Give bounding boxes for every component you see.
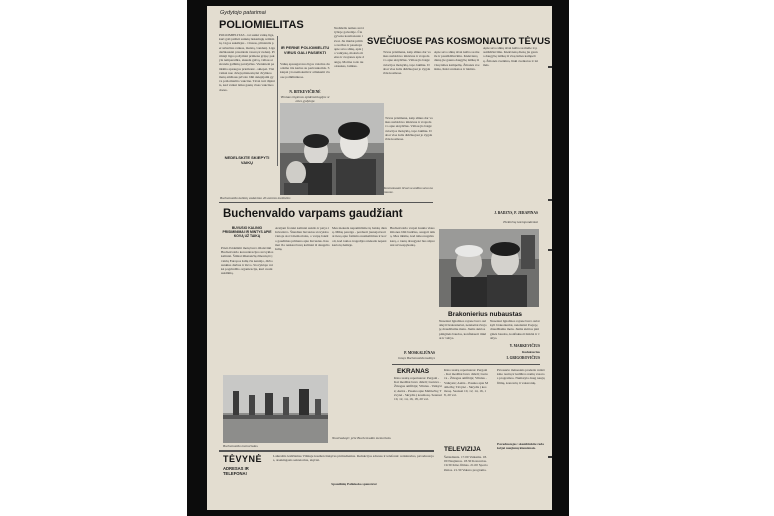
- buchenwald-subhead: BUVUSIO KALINIO PRISIMINIMAI IR MINTYS APIE KOVĄ UŽ TAIKĄ: [222, 226, 272, 238]
- ekranas-text-b: Kino teatrų repertuaras: Pergalė - Kai medžiai buvo dideli; Lietuva - Žmogus amfibija; Vilnius - Vaikystė; Aušra - Pasaka apie Maltiečių; Tėvynė - Skrydis į kosmosą. Seansai 10, 12, 14, 16, 18, 20 val.: [444, 368, 488, 398]
- buchenwald-col2: Artėjant frontui kaliniai sukilo ir patys išsivadavo. Šiandien buvusios stovyklos vietoje stovi memorialas, o varpų bokšto gaudimas primena apie žuvusius. Kasmet čia renkasi buvę kaliniai iš daugelio šalių.: [275, 226, 330, 252]
- ekranas-text: Kino teatrų repertuaras: Pergalė - Kai medžiai buvo dideli; Lietuva - Žmogus amfibija; Vilnius - Vaikystė; Aušra - Pasaka apie Maltiečių; Tėvynė - Skrydis į kosmosą. Seansai 10, 12, 14, 16, 18, 20 val.: [394, 376, 442, 402]
- section-rule: [219, 202, 433, 203]
- margin-tick: [548, 249, 552, 251]
- footer-masthead: TĖVYNĖ: [223, 454, 263, 464]
- left-kicker: Gydytojo patarimai: [220, 10, 266, 16]
- main-story-col3: Apie savo sūnų tėvai kalba su meile ir pasididžiavimu. Kiekvieną dieną jie gauna daugybę laiškų iš visų šalies kampelių. Žmonės sveikina, linki sveikatos ir laimės.: [434, 50, 480, 71]
- brakonieriai-text: Neseniai Ignalinos rajone buvo sulaikyti brakonieriai, neteisėtai žvejoję draudžiamu metu. Jiems skirtos piniginės baudos, konfiskuoti tinklai ir valtys.: [439, 319, 487, 340]
- main-story-photo-caption: Kosmonauto tėvai su anūku savo namuose.: [384, 186, 433, 195]
- editor-name: I. GRIGOROVIČIUS: [506, 356, 540, 360]
- main-story-signature: J. BADZYS, P. JERAPINAS: [494, 211, 538, 215]
- buchenwald-signature-role: buvęs Buchenvaldo kalinys: [398, 356, 435, 360]
- buchenwald-signature: P. MOSKALIŪNAS: [404, 351, 435, 355]
- margin-tick: [548, 199, 552, 201]
- tv-text: Šeštadienis. 17.00 Vaikams. 18.00 Naujienos. 18.30 Koncertas. 19.30 Kino filmas. 21.00 Sporto žinios. 21.30 Vakaro programa.: [444, 455, 488, 472]
- buchenwald-col4: Buchenvaldo varpai šaukia visus žmones būti budrius, saugoti taiką. Mes tikime, kad taika nugalės karą, o tautų draugystė bus stipresnė už neapykantą.: [390, 226, 435, 247]
- children-col-signature-role: Vilniaus higienos epidemiologijos stoties gydytoja: [280, 95, 330, 104]
- buchenwald-title: Buchenvaldo varpams gaudžiant: [223, 208, 403, 220]
- footer-info: Laikraštis leidžiamas Vilniuje kasdien išskyrus pirmadienius. Redakcijos adresas ir telefonai: redaktorius, pavaduotojas, atsakingasis sekretorius, skyriai.: [273, 454, 434, 463]
- left-title: POLIOMIELITAS: [219, 19, 304, 31]
- left-body-text: POLIOMIELITAS - tai sunki vaikų liga, kuri gali palikti sunkių liekamųjų reiškinių. Ligos sukėlėjas - virusas, plintantis per užterštas rankas, maistą, vandenį. Liga dažniausiai prasideda vasarą ir rudenį. Pirmieji ligos požymiai primena gripą: pakyla temperatūra, skauda galvą, vėliau atsiranda galūnių paralyžius. Vienintelė patikima apsaugos priemonė - skiepai. Visi vaikai nuo dviejų mėnesių iki dvylikos metų amžiaus privalo būti skiepijami gyva poliomielito vakcina. Tėvai turi rūpintis, kad vaikai laiku gautų visas vakcinos dozes.: [219, 33, 275, 92]
- brakonieriai-title: Brakonierius nubaustas: [448, 311, 523, 318]
- buchenwald-sub-caption: Nuotraukoje: prie Buchenvaldo memorialo.: [332, 436, 392, 440]
- brakonieriai-signature: Y. MARKEVIČIUS: [509, 344, 540, 348]
- footer-address-label: ADRESAS IR TELEFONAI: [223, 466, 249, 476]
- main-story-col2: Tėvas prisimena, kaip sūnus dar vaikas stebėdavo lėktuvus ir svajodavo apie skrydžius. Vėliau jis baigė aviacijos mokyklą, tapo lakūnu. Dabar visa šalis didžiuojasi jo žygdarbiu kosmose.: [383, 50, 431, 76]
- main-story-col1: Nedidelis namas stovi tylioje gatvelėje. Čia gyvena kosmonauto tėvai. Jie mielai priima svečius ir pasakoja apie savo sūnų, apie jo vaikystę, mokslo metus ir svajones apie dangų. Motina rodo nuotraukas, laiškus.: [334, 26, 364, 68]
- memorial-caption: Buchenvaldo memorialas.: [223, 444, 259, 448]
- parents-photo: [439, 229, 539, 307]
- ekranas-rule: [392, 364, 540, 365]
- main-story-title: SVEČIUOSE PAS KOSMONAUTO TĖVUS: [367, 36, 551, 47]
- children-photo: [280, 103, 384, 195]
- memorial-photo-image: [223, 375, 328, 443]
- brakonieriai-text-b: Neseniai Ignalinos rajone buvo sulaikyti brakonieriai, neteisėtai žvejoję draudžiamu metu. Jiems skirtos piniginės baudos, konfiskuoti tinklai ir valtys.: [490, 319, 540, 340]
- right-lower-text: Pavasario mėnesiais pradeda veikti kino teatrų ir kultūros namų vasaros programos. Numatyta daug naujų filmų, koncertų ir vakaronių.: [497, 368, 545, 385]
- tv-title: TELEVIZIJA: [444, 446, 481, 453]
- main-story-col2b: Tėvas prisimena, kaip sūnus dar vaikas stebėdavo lėktuvus ir svajodavo apie skrydžius. Vėliau jis baigė aviacijos mokyklą, tapo lakūnu. Dabar visa šalis didžiuojasi jo žygdarbiu kosmose.: [385, 116, 433, 142]
- margin-tick: [548, 456, 552, 458]
- ekranas-title: EKRANAS: [397, 368, 430, 375]
- buchenwald-col3: Mes niekada nepamiršime tų baisių dienų. Mūsų pareiga - perduoti jaunajai kartai tiesą apie fašizmo nusikaltimus ir kovoti, kad tokios tragedijos niekada nepasikartotų žemėje.: [332, 226, 387, 247]
- left-end-note: NEDELSKITE SKIEPYTI VAIKŲ: [224, 155, 270, 165]
- editor-label: Redaktorius: [522, 350, 540, 354]
- newspaper-page: [207, 6, 552, 510]
- memorial-photo: [223, 375, 328, 443]
- footer-print: Spaudinių Paliokoko spaustuvė: [331, 482, 377, 486]
- buchenwald-col1: Prieš dvidešimt metų buvo išlaisvinti Buchenvaldo koncentracijos stovyklos kaliniai. Šimtai tūkstančių žmonių iš įvairių Europos šalių čia kentėjo, dirbo sunkius darbus ir žuvo. Stovykloje veikė pogrindžio organizacija, kuri ruošė sukilimą.: [221, 246, 274, 276]
- right-lower-note: Pavaduotojas: skambinkite redakcijai naujienų klausimais.: [497, 442, 544, 451]
- main-story-col4: Apie savo sūnų tėvai kalba su meile ir pasididžiavimu. Kiekvieną dieną jie gauna daugybę laiškų iš visų šalies kampelių. Žmonės sveikina, linki sveikatos ir laimės.: [483, 46, 538, 67]
- column-divider: [277, 36, 278, 166]
- footer-rule: [219, 450, 434, 452]
- children-col-signature: N. BITKEVIČIENĖ: [289, 90, 321, 94]
- children-photo-image: [280, 103, 384, 195]
- parents-photo-image: [439, 229, 539, 307]
- children-col-text: Vaikų apsaugai nuo ligos vakcina duodama tris kartus su pertraukomis. Skiepai yra nemokami ir atliekami visose poliklinikose.: [280, 62, 330, 79]
- buchenwald-kicker: Buchenvaldo kalinių vadavimo 20-osioms metinėms: [220, 196, 291, 200]
- main-story-signature-role: Elektrėnų korespondentai: [503, 220, 538, 224]
- children-col-title: IR PERNE POLIOMIELITU VIRUS GALI PASIEKTI: [280, 45, 330, 55]
- margin-tick: [548, 66, 552, 68]
